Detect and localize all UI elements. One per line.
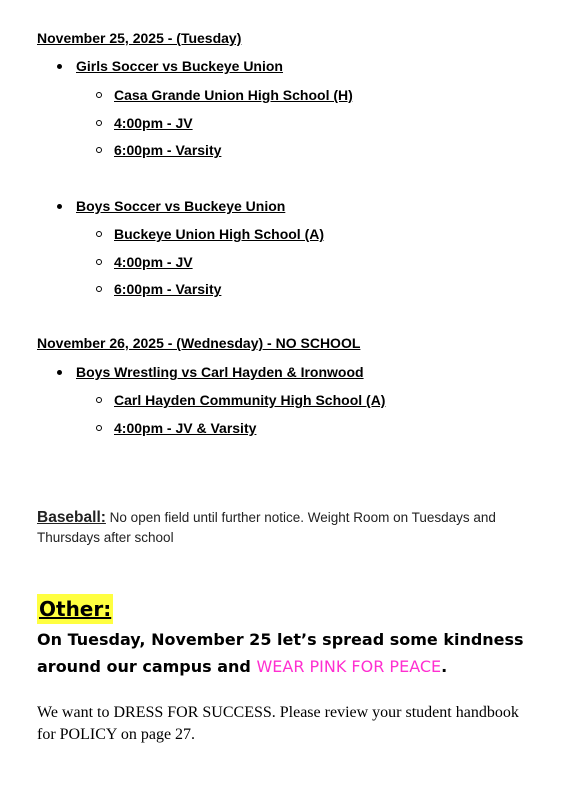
dress-code-note: We want to DRESS FOR SUCCESS. Please review your student handbook for POLICY on page 27.	[37, 704, 519, 743]
sub-bullet-icon	[96, 92, 102, 98]
event-detail	[96, 390, 385, 410]
event-detail	[96, 85, 353, 105]
sub-bullet-icon	[96, 259, 102, 265]
wear-pink-text: WEAR PINK FOR PEACE	[256, 657, 442, 676]
kindness-announcement	[37, 626, 557, 680]
sub-bullet-icon	[96, 425, 102, 431]
bullet-icon	[57, 64, 62, 69]
event-detail-text: 4:00pm - JV & Varsity	[114, 420, 257, 436]
event-detail-text: 4:00pm - JV	[114, 254, 193, 270]
date-heading-nov-26: November 26, 2025 - (Wednesday) - NO SCHOOL	[37, 335, 361, 351]
baseball-note	[37, 508, 557, 548]
other-heading: Other:	[37, 594, 113, 624]
sub-bullet-icon	[96, 397, 102, 403]
sub-bullet-icon	[96, 147, 102, 153]
event-detail-text: 4:00pm - JV	[114, 115, 193, 131]
event-detail	[96, 224, 324, 244]
kindness-end-text: .	[441, 657, 448, 676]
sub-bullet-icon	[96, 286, 102, 292]
sub-bullet-icon	[96, 120, 102, 126]
event-girls-soccer	[57, 56, 283, 76]
baseball-label: Baseball:	[37, 509, 106, 526]
event-detail-text: 6:00pm - Varsity	[114, 281, 222, 297]
event-title: Boys Wrestling vs Carl Hayden & Ironwood	[76, 364, 364, 380]
event-title: Boys Soccer vs Buckeye Union	[76, 198, 286, 214]
event-title: Girls Soccer vs Buckeye Union	[76, 58, 283, 74]
bullet-icon	[57, 370, 62, 375]
event-boys-soccer	[57, 196, 285, 216]
baseball-text: No open field until further notice. Weight Room on Tuesdays and Thursdays after school	[37, 510, 496, 545]
event-detail	[96, 418, 256, 438]
event-detail-text: Casa Grande Union High School (H)	[114, 87, 353, 103]
sub-bullet-icon	[96, 231, 102, 237]
event-detail-text: Carl Hayden Community High School (A)	[114, 392, 386, 408]
kindness-lead-text: On Tuesday, November 25 let’s spread some kindness around our campus and	[37, 630, 524, 676]
event-detail	[96, 140, 221, 160]
event-detail-text: Buckeye Union High School (A)	[114, 226, 325, 242]
event-detail-text: 6:00pm - Varsity	[114, 142, 222, 158]
event-detail	[96, 113, 193, 133]
event-boys-wrestling	[57, 362, 364, 382]
event-detail	[96, 279, 221, 299]
date-heading-nov-25: November 25, 2025 - (Tuesday)	[37, 30, 242, 46]
bullet-icon	[57, 204, 62, 209]
event-detail	[96, 252, 193, 272]
